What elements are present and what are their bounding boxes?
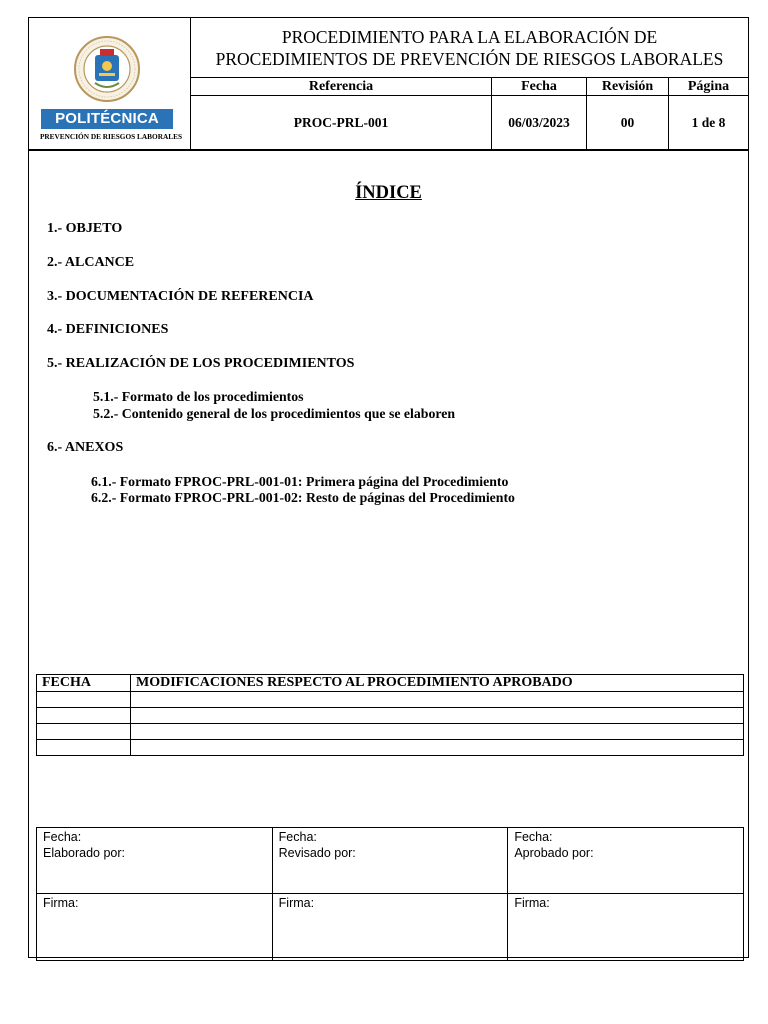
index-section-5: 5.- REALIZACIÓN DE LOS PROCEDIMIENTOS bbox=[47, 356, 355, 371]
index-section-2: 2.- ALCANCE bbox=[47, 255, 135, 270]
document-header bbox=[29, 18, 748, 151]
date-label: Fecha: bbox=[514, 830, 553, 844]
role-label-reviewed: Revisado por: bbox=[278, 846, 356, 860]
sign-label: Firma: bbox=[278, 896, 315, 910]
signature-cell-reviewed bbox=[272, 828, 508, 894]
sign-label: Firma: bbox=[43, 896, 79, 910]
modifications-table bbox=[36, 674, 744, 756]
index-subsection-5-2: 5.2.- Contenido general de los procedimientos que se elaboren bbox=[93, 406, 456, 421]
index-section-3: 3.- DOCUMENTACIÓN DE REFERENCIA bbox=[47, 289, 314, 304]
meta-value-row bbox=[191, 96, 748, 149]
signature-cell-approved bbox=[508, 828, 744, 894]
logo-cell bbox=[29, 18, 191, 149]
meta-header-row bbox=[191, 78, 748, 96]
meta-header-date: Fecha bbox=[492, 78, 587, 95]
index-section-1: 1.- OBJETO bbox=[47, 221, 123, 236]
brand-subtitle: PREVENCIÓN DE RIESGOS LABORALES bbox=[39, 132, 183, 141]
modifications-header-row bbox=[37, 675, 744, 692]
signature-cell-elaborated bbox=[37, 828, 273, 894]
meta-value-page: 1 de 8 bbox=[691, 115, 726, 130]
document-title bbox=[191, 18, 748, 78]
index-title: ÍNDICE bbox=[355, 183, 422, 203]
sign-label: Firma: bbox=[514, 896, 550, 910]
meta-header-reference: Referencia bbox=[191, 78, 492, 95]
meta-header-revision: Revisión bbox=[587, 78, 669, 95]
meta-value-revision: 00 bbox=[587, 96, 669, 149]
index-section-6: 6.- ANEXOS bbox=[47, 440, 124, 455]
meta-value-reference: PROC-PRL-001 bbox=[191, 96, 492, 149]
index-subsection-6-2: 6.2.- Formato FPROC-PRL-001-02: Resto de páginas del Procedimiento bbox=[91, 490, 515, 505]
signature-table bbox=[36, 827, 744, 961]
table-row bbox=[37, 708, 744, 724]
role-label-approved: Aprobado por: bbox=[514, 846, 594, 860]
table-row bbox=[37, 692, 744, 708]
sign-cell-approved bbox=[508, 894, 744, 961]
meta-header-page: Página bbox=[687, 79, 730, 94]
university-seal-icon bbox=[73, 35, 141, 103]
modifications-col-changes: MODIFICACIONES RESPECTO AL PROCEDIMIENTO APROBADO bbox=[131, 675, 744, 692]
meta-value-date: 06/03/2023 bbox=[492, 96, 587, 149]
brand-logo: POLITÉCNICA bbox=[41, 109, 173, 129]
index-section-4: 4.- DEFINICIONES bbox=[47, 322, 169, 337]
index-subsection-5-1: 5.1.- Formato de los procedimientos bbox=[93, 389, 304, 404]
role-label-elaborated: Elaborado por: bbox=[43, 846, 126, 860]
signature-sign-row bbox=[37, 894, 744, 961]
index-subsection-6-1: 6.1.- Formato FPROC-PRL-001-01: Primera página del Procedimiento bbox=[91, 474, 509, 489]
sign-cell-elaborated bbox=[37, 894, 273, 961]
document-frame bbox=[28, 17, 749, 958]
table-row bbox=[37, 740, 744, 756]
date-label: Fecha: bbox=[43, 830, 82, 844]
sign-cell-reviewed bbox=[272, 894, 508, 961]
title-line-1: PROCEDIMIENTO PARA LA ELABORACIÓN DE bbox=[281, 27, 658, 47]
title-line-2: PROCEDIMIENTOS DE PREVENCIÓN DE RIESGOS LABORALES bbox=[215, 49, 724, 69]
table-row bbox=[37, 724, 744, 740]
modifications-col-date: FECHA bbox=[37, 675, 131, 692]
signature-roles-row bbox=[37, 828, 744, 894]
date-label: Fecha: bbox=[278, 830, 317, 844]
